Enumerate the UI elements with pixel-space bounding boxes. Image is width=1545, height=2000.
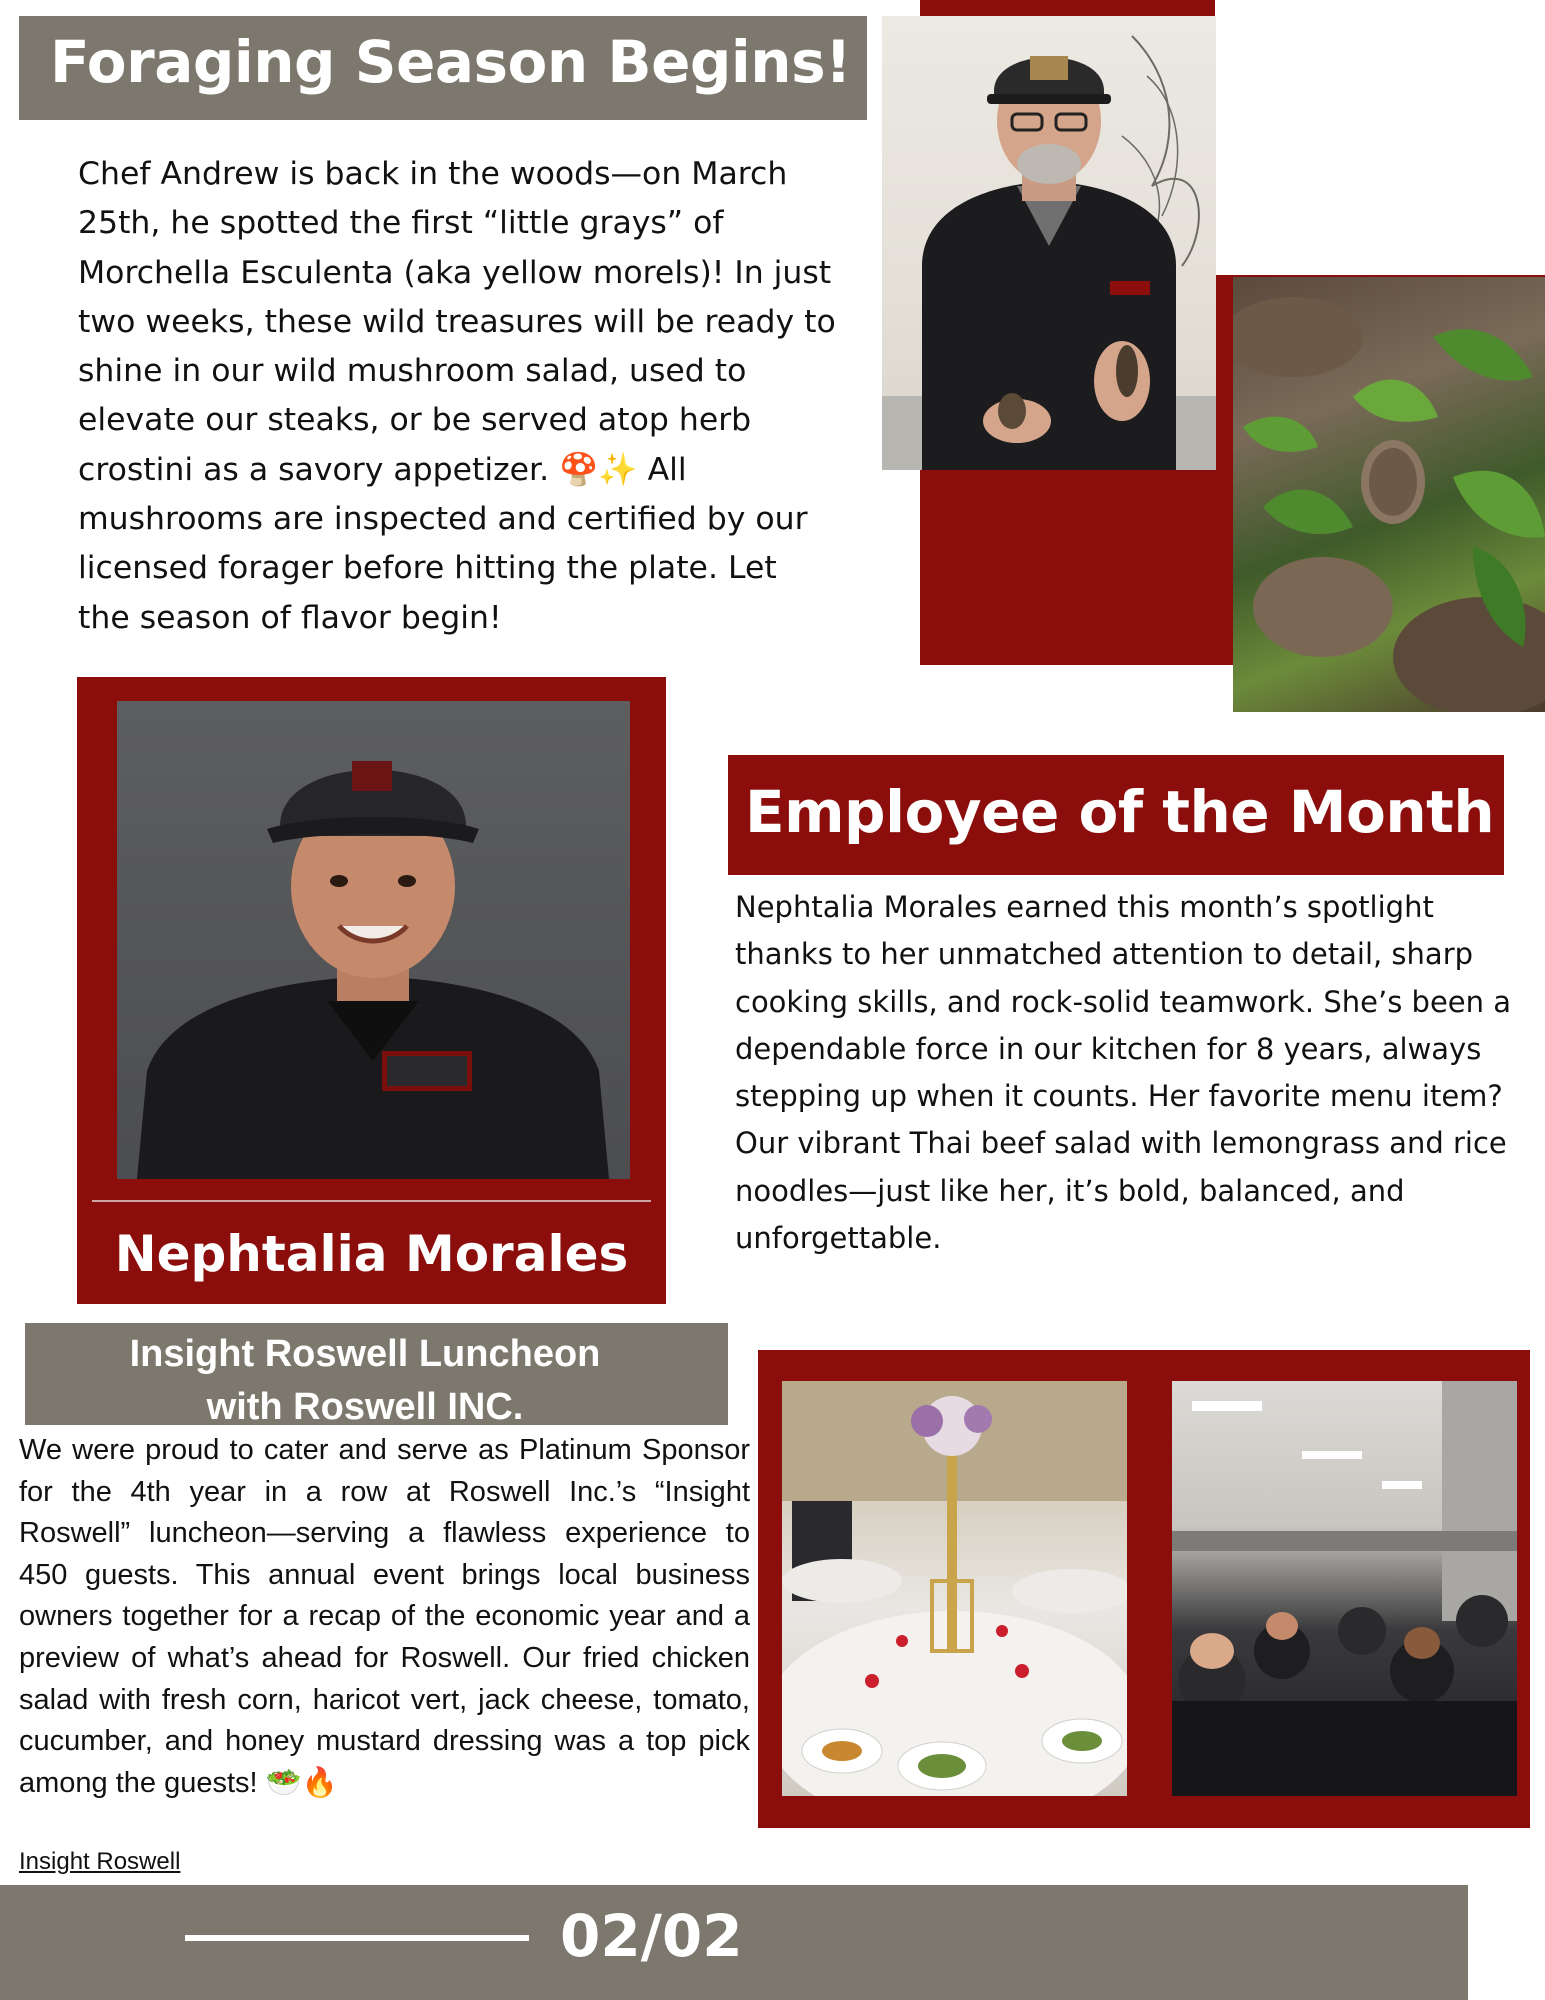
employee-of-month-body-text: Nephtalia Morales earned this month’s spotlight thanks to her unmatched attention to detail, sharp cooking skills, and rock-solid teamwork. She’s been a dependable force in our kitchen for 8 years, always stepping up when it counts. Her favorite menu item? Our vibrant Thai beef salad with lemongrass and rice noodles—just like her, it’s bold, balanced, and unforgettable. (735, 890, 1511, 1256)
foraging-title: Foraging Season Begins! (50, 28, 852, 96)
employee-name: Nephtalia Morales (114, 1225, 629, 1283)
banquet-tables-photo (782, 1381, 1127, 1796)
luncheon-body-text: We were proud to cater and serve as Platinum Sponsor for the 4th year in a row at Roswell Inc.’s “Insight Roswell” luncheon—serving a flawless experience to 450 guests. This annual event brings local business owners together for a recap of the economic year and a preview of what’s ahead for Roswell. Our fried chicken salad with fresh corn, haricot vert, jack cheese, tomato, cucumber, and honey mustard dressing was a top pick among the guests! 🥗🔥 (19, 1434, 750, 1799)
employee-photo (117, 701, 630, 1179)
page-number: 02/02 (560, 1902, 743, 1970)
accent-block-cutout (1215, 0, 1545, 275)
footer-accent-line (185, 1935, 529, 1941)
morel-mushroom-photo (1233, 277, 1545, 712)
foraging-body-text: Chef Andrew is back in the woods—on March 25th, he spotted the first “little grays” of Morchella Esculenta (aka yellow morels)! In just two weeks, these wild treasures will be ready to shine in our wild mushroom salad, used to elevate our steaks, or be served atop herb crostini as a savory appetizer. 🍄✨ All mushrooms are inspected and certified by our licensed forager before hitting the plate. Let the season of flavor begin! (78, 156, 836, 636)
employee-name-divider (92, 1200, 651, 1202)
luncheon-title-line-1: Insight Roswell Luncheon (129, 1333, 601, 1375)
employee-of-month-title: Employee of the Month (745, 778, 1495, 846)
chef-andrew-photo (882, 16, 1216, 470)
luncheon-title-line-2: with Roswell INC. (206, 1386, 524, 1428)
luncheon-title (25, 1328, 705, 1434)
insight-roswell-link[interactable]: Insight Roswell (19, 1848, 181, 1875)
kitchen-team-photo (1172, 1381, 1517, 1796)
